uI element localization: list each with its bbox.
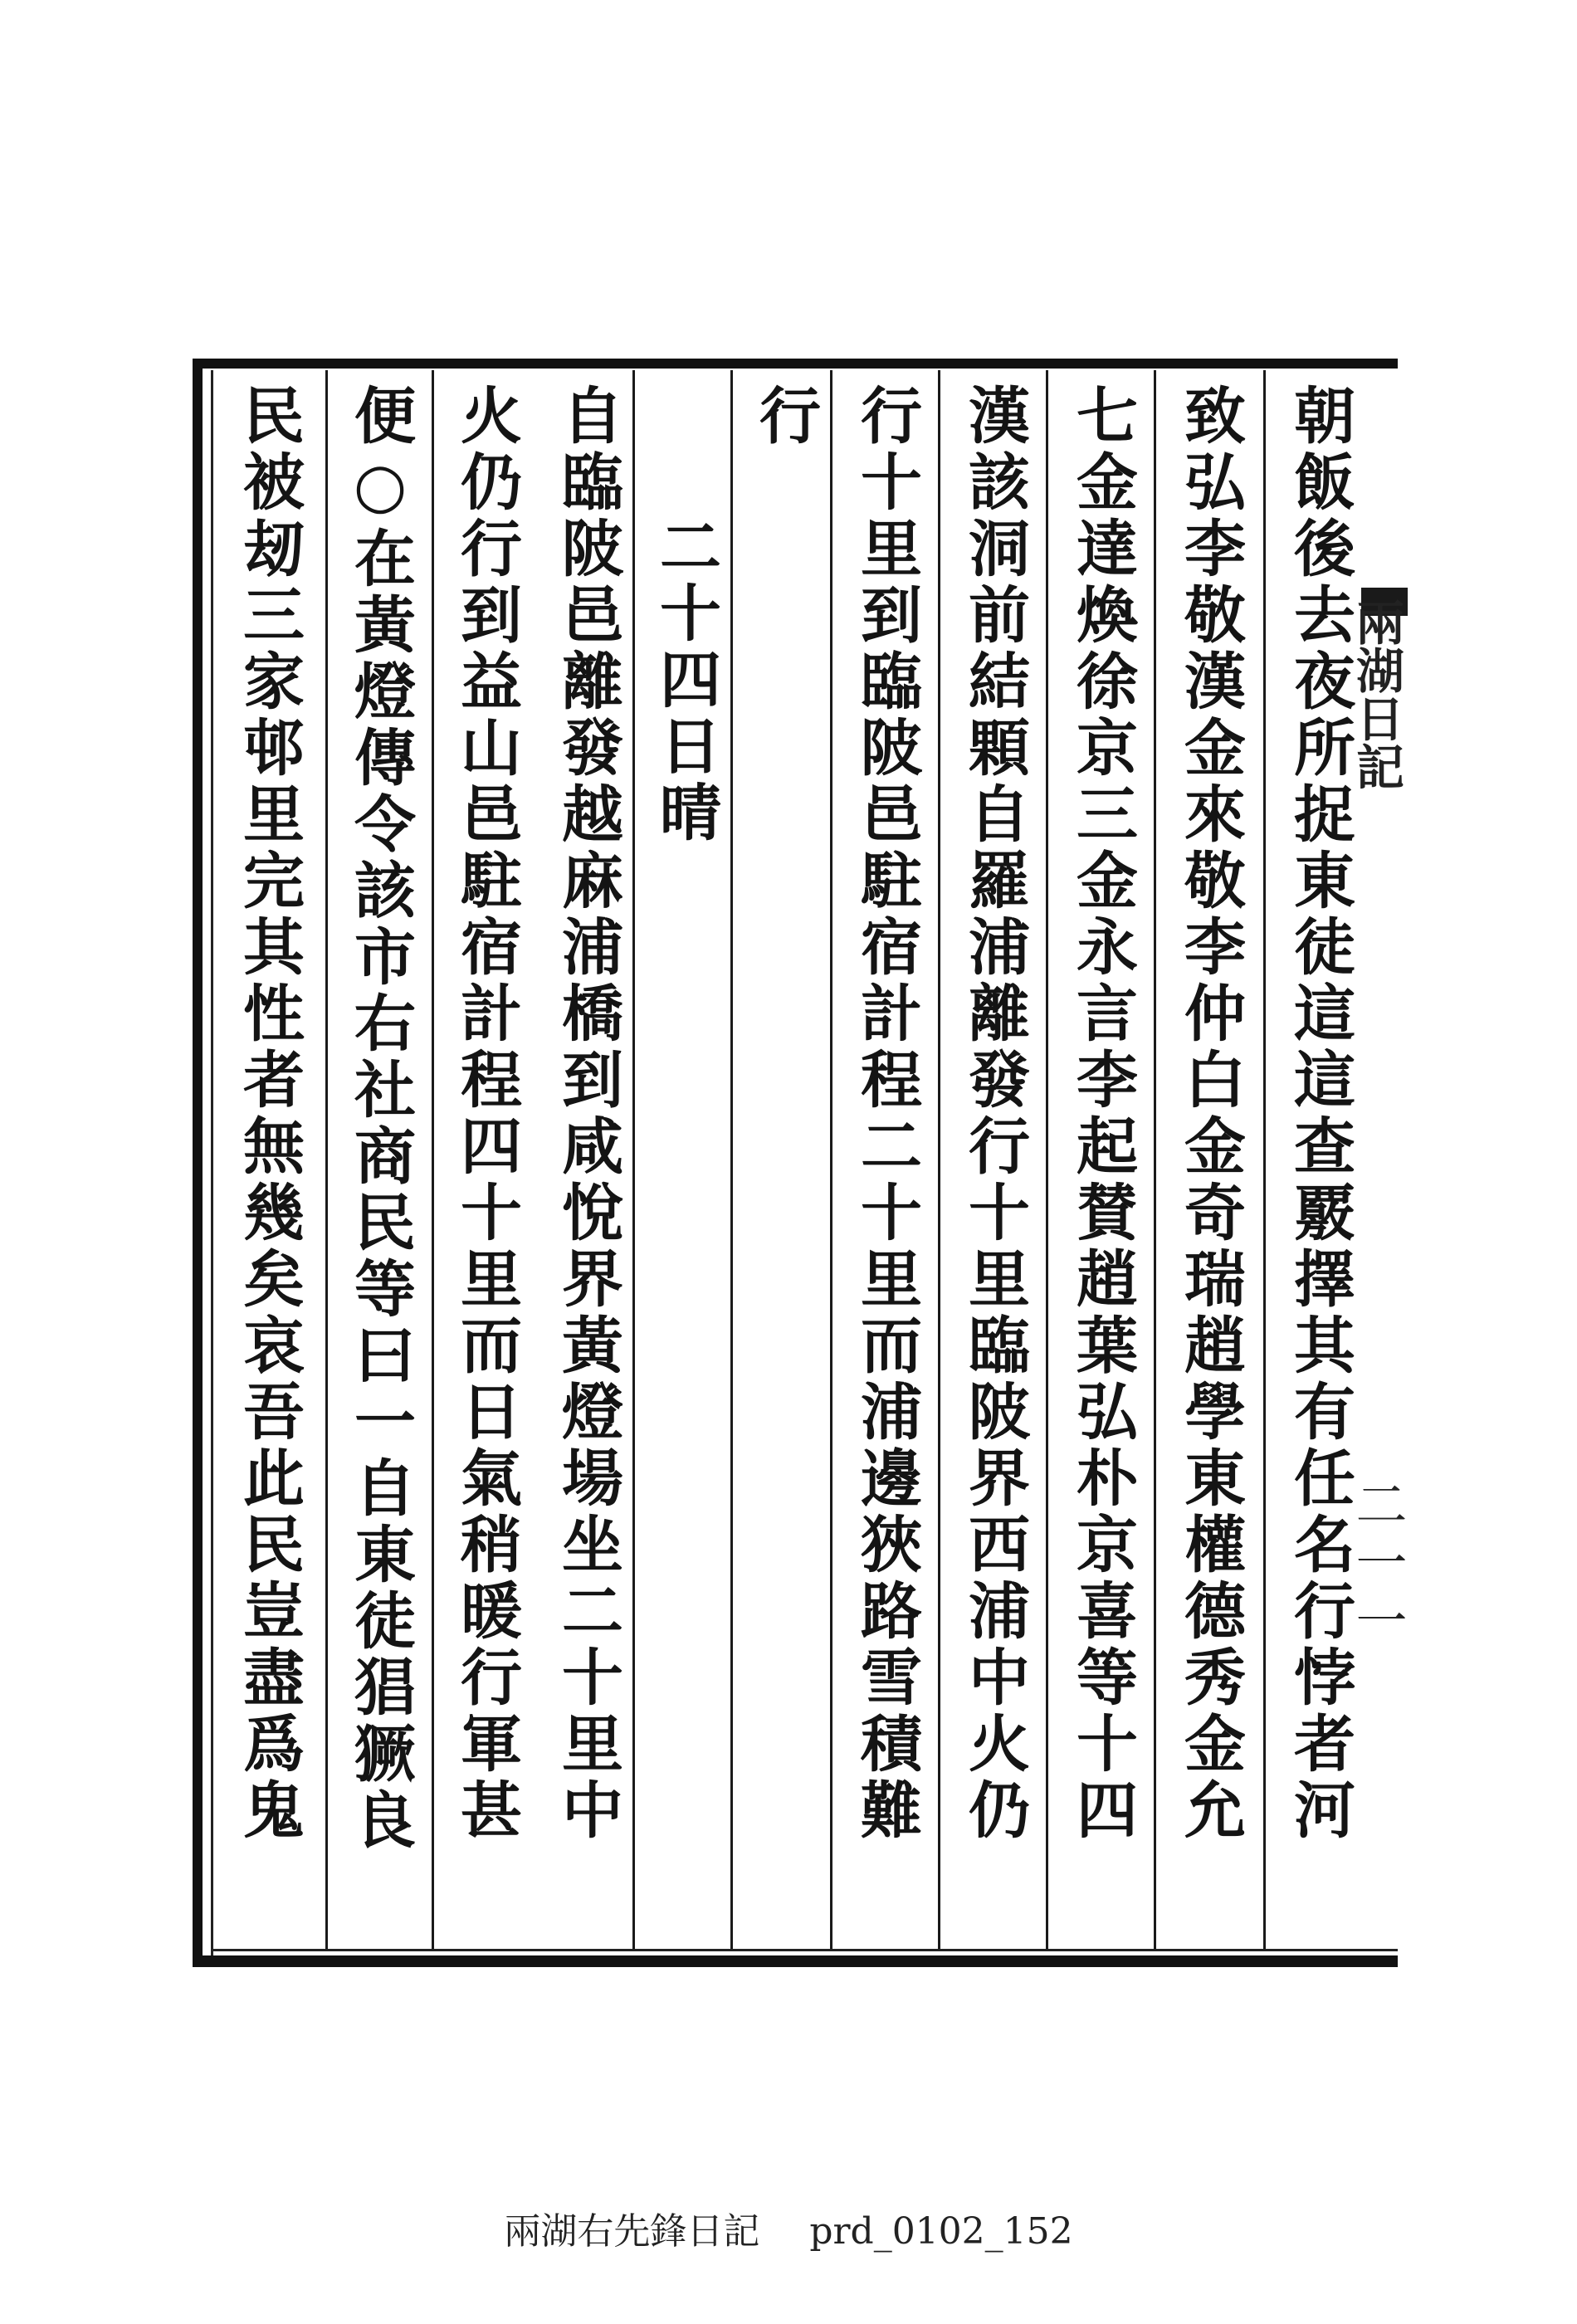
column-divider [1154,370,1156,1949]
text-column-4: 漢該洞前結顆自羅浦離發行十里臨陂界西浦中火仍 [959,383,1030,1844]
text-column-5: 行十里到臨陂邑駐宿計程二十里而浦邊狹路雪積難 [851,383,922,1844]
column-divider [1046,370,1048,1949]
text-column-1: 朝飯後去夜所捉東徒這這查覈擇其有任名行悖者河 [1284,383,1355,1844]
page-number: 二一一 [1347,1477,1408,1652]
text-column-9: 火仍行到益山邑駐宿計程四十里而日氣稍暖行軍甚 [451,383,522,1844]
column-divider [325,370,328,1949]
column-divider [938,370,940,1949]
text-column-2: 致弘李敬漢金來敬李仲白金奇瑞趙學東權德秀金允 [1174,383,1246,1844]
column-divider [432,370,434,1949]
text-column-11: 民被刼三家邨里完其性者無幾矣哀吾此民豈盡爲鬼 [233,383,305,1844]
text-column-3: 七金達煥徐京三金永言李起賛趙葉弘朴京喜等十四 [1067,383,1138,1844]
column-divider [1263,370,1266,1949]
footer-caption [0,2201,1577,2254]
edge-title: 兩湖日記 [1348,598,1404,790]
frame-inner-left-rule [211,370,213,1955]
text-column-8: 自臨陂邑離發越麻浦橋到咸悅界黃燈場坐二十里中 [552,383,623,1844]
date-heading: 二十四日晴 [650,515,721,847]
book-title: 兩湖右先鋒日記 [504,2210,760,2253]
text-column-10: 便○在黃燈傳令該市右社商民等曰一自東徒猖獗良 [344,383,416,1854]
frame-inner-bottom-rule [211,1949,1398,1951]
image-id: prd_0102_152 [809,2210,1073,2253]
text-column-6: 行 [749,383,821,450]
